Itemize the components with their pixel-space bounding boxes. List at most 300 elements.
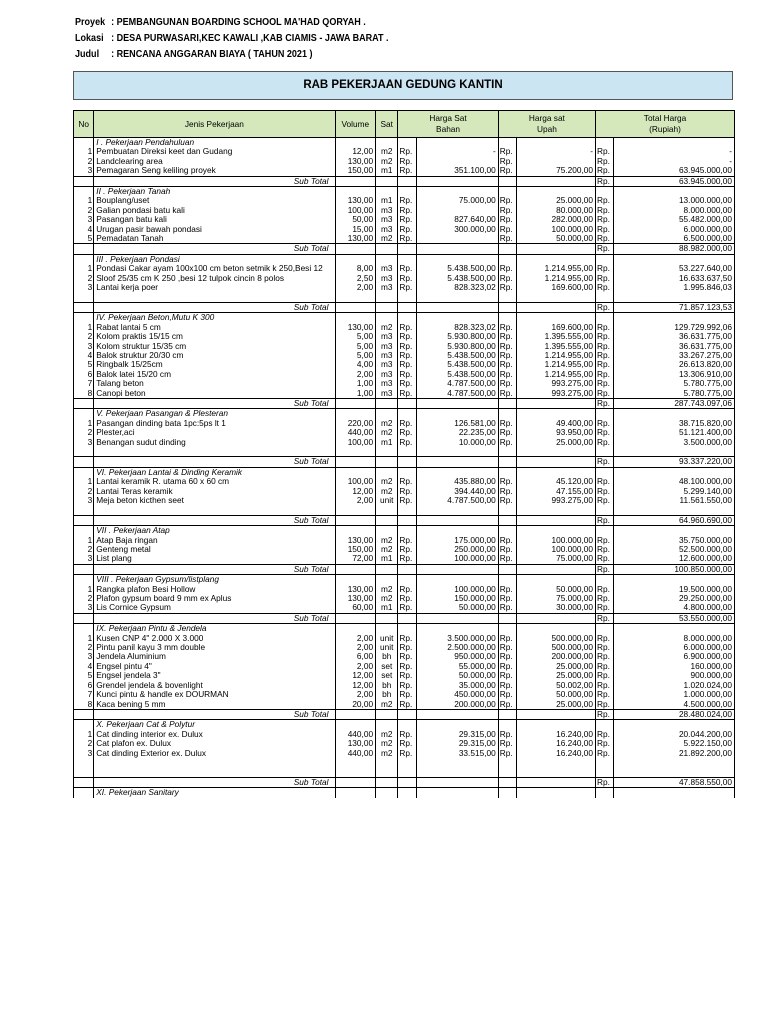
item-unit: m3 [376, 206, 398, 215]
item-unit: m2 [376, 545, 398, 554]
item-volume: 20,00 [335, 700, 376, 710]
rp-label: Rp. [398, 147, 416, 156]
empty-cell [516, 409, 595, 419]
subtotal-row [74, 176, 735, 186]
empty-cell [335, 575, 376, 585]
item-no: 1 [74, 419, 94, 428]
empty-cell [335, 777, 376, 787]
item-harga-bahan: 50.000,00 [416, 603, 498, 613]
rp-label: Rp. [498, 700, 516, 710]
rp-label: Rp. [596, 496, 614, 505]
item-total: 26.613.820,00 [614, 360, 735, 369]
table-row [74, 283, 735, 292]
rp-label: Rp. [498, 428, 516, 437]
rp-label: Rp. [398, 643, 416, 652]
rp-label: Rp. [398, 379, 416, 388]
empty-cell [516, 709, 595, 719]
subtotal-value: 88.982.000,00 [614, 244, 735, 254]
rp-label: Rp. [398, 332, 416, 341]
item-no: 4 [74, 225, 94, 234]
empty-cell [516, 613, 595, 623]
section-title: III . Pekerjaan Pondasi [94, 254, 335, 264]
item-unit: m2 [376, 147, 398, 156]
empty-cell [498, 467, 516, 477]
empty-cell [614, 720, 735, 730]
empty-cell [614, 624, 735, 634]
no-cell [74, 467, 94, 477]
rp-label: Rp. [398, 662, 416, 671]
item-total: 1.020.024,00 [614, 681, 735, 690]
rp-label: Rp. [398, 681, 416, 690]
no-cell [74, 720, 94, 730]
item-total: 55.482.000,00 [614, 215, 735, 224]
item-volume: 130,00 [335, 585, 376, 594]
table-row [74, 496, 735, 505]
item-total: 16.633.637,50 [614, 274, 735, 283]
no-cell [74, 187, 94, 197]
subtotal-value: 71.857.123,53 [614, 302, 735, 312]
rp-label: Rp. [498, 389, 516, 399]
empty-cell [498, 398, 516, 408]
item-name: Bouplang/uset [94, 196, 335, 205]
rp-label: Rp. [596, 671, 614, 680]
item-volume: 130,00 [335, 323, 376, 332]
item-total: 1.000.000,00 [614, 690, 735, 699]
item-no: 1 [74, 477, 94, 486]
empty-cell [614, 526, 735, 536]
item-total: 6.900.000,00 [614, 652, 735, 661]
rp-label: Rp. [596, 457, 614, 467]
item-name: Ringbalk 15/25cm [94, 360, 335, 369]
item-no: 4 [74, 351, 94, 360]
item-unit: m2 [376, 477, 398, 486]
rp-label: Rp. [596, 176, 614, 186]
subtotal-label: Sub Total [94, 709, 335, 719]
rp-label: Rp. [596, 536, 614, 545]
empty-cell [498, 709, 516, 719]
item-harga-bahan: 3.500.000,00 [416, 634, 498, 643]
section-title: II . Pekerjaan Tanah [94, 187, 335, 197]
item-unit: m1 [376, 166, 398, 176]
rp-label: Rp. [596, 652, 614, 661]
empty-cell [498, 720, 516, 730]
item-no: 3 [74, 215, 94, 224]
item-total: 36.631.775,00 [614, 342, 735, 351]
rp-label: Rp. [398, 496, 416, 505]
item-harga-bahan: 175.000,00 [416, 536, 498, 545]
rp-label: Rp. [398, 196, 416, 205]
no-cell [74, 138, 94, 148]
subtotal-label: Sub Total [94, 613, 335, 623]
empty-cell [516, 313, 595, 323]
empty-cell [498, 138, 516, 148]
item-volume: 2,50 [335, 274, 376, 283]
empty-cell [376, 613, 398, 623]
item-harga-bahan: 75.000,00 [416, 196, 498, 205]
item-harga-bahan: 5.438.500,00 [416, 264, 498, 273]
rp-label: Rp. [596, 323, 614, 332]
rp-label: Rp. [498, 652, 516, 661]
empty-cell [596, 467, 614, 477]
table-header-row [74, 111, 735, 138]
item-unit: m2 [376, 730, 398, 739]
empty-cell [614, 447, 735, 457]
item-unit: m1 [376, 603, 398, 613]
item-total: 13.000.000,00 [614, 196, 735, 205]
item-harga-upah: 75.000,00 [516, 554, 595, 564]
rp-label: Rp. [498, 166, 516, 176]
item-harga-bahan: 828.323,02 [416, 283, 498, 292]
empty-cell [74, 767, 94, 777]
rp-label: Rp. [596, 225, 614, 234]
empty-cell [516, 457, 595, 467]
item-no: 3 [74, 749, 94, 758]
item-total: 11.561.550,00 [614, 496, 735, 505]
empty-cell [335, 709, 376, 719]
empty-cell [498, 758, 516, 767]
table-row [74, 147, 735, 156]
item-total: 48.100.000,00 [614, 477, 735, 486]
item-total: 38.715.820,00 [614, 419, 735, 428]
empty-cell [74, 447, 94, 457]
empty-cell [498, 777, 516, 787]
subtotal-label: Sub Total [94, 515, 335, 525]
item-no: 3 [74, 438, 94, 447]
rp-label: Rp. [398, 274, 416, 283]
item-no: 4 [74, 662, 94, 671]
rp-label: Rp. [498, 379, 516, 388]
rp-label: Rp. [596, 564, 614, 574]
empty-cell [596, 313, 614, 323]
item-volume: 440,00 [335, 428, 376, 437]
subtotal-row [74, 515, 735, 525]
table-row [74, 545, 735, 554]
item-total: 51.121.400,00 [614, 428, 735, 437]
item-volume: 2,00 [335, 370, 376, 379]
item-volume: 4,00 [335, 360, 376, 369]
item-harga-bahan: 394.440,00 [416, 487, 498, 496]
empty-cell [416, 398, 498, 408]
empty-cell [516, 720, 595, 730]
empty-cell [335, 244, 376, 254]
rp-label: Rp. [398, 690, 416, 699]
rp-label: Rp. [498, 332, 516, 341]
item-total: 5.299.140,00 [614, 487, 735, 496]
item-harga-upah: 50.000,00 [516, 234, 595, 244]
item-total: 1.995.846,03 [614, 283, 735, 292]
item-no: 2 [74, 157, 94, 166]
item-harga-upah: 169.600,00 [516, 323, 595, 332]
table-row [74, 215, 735, 224]
table-row [74, 730, 735, 739]
item-name: Rabat lantai 5 cm [94, 323, 335, 332]
no-cell [74, 788, 94, 798]
empty-cell [498, 624, 516, 634]
item-name: Rangka plafon Besi Hollow [94, 585, 335, 594]
item-harga-bahan: 10.000,00 [416, 438, 498, 447]
rp-label: Rp. [398, 234, 416, 244]
empty-cell [94, 293, 335, 303]
rp-label: Rp. [398, 419, 416, 428]
item-harga-bahan [416, 157, 498, 166]
subtotal-label: Sub Total [94, 777, 335, 787]
col-header-jenis: Jenis Pekerjaan [94, 111, 335, 138]
rp-label: Rp. [398, 554, 416, 564]
empty-cell [74, 758, 94, 767]
empty-cell [614, 767, 735, 777]
table-row [74, 342, 735, 351]
item-harga-bahan: 950.000,00 [416, 652, 498, 661]
table-row [74, 749, 735, 758]
empty-cell [398, 176, 416, 186]
empty-cell [416, 515, 498, 525]
rp-label: Rp. [596, 379, 614, 388]
table-row [74, 264, 735, 273]
rp-label: Rp. [398, 536, 416, 545]
rp-label: Rp. [498, 438, 516, 447]
rp-label: Rp. [596, 398, 614, 408]
item-name: Cat plafon ex. Dulux [94, 739, 335, 748]
empty-cell [335, 447, 376, 457]
empty-cell [376, 176, 398, 186]
item-total: 8.000.000,00 [614, 206, 735, 215]
empty-cell [416, 526, 498, 536]
section-title: I . Pekerjaan Pendahuluan [94, 138, 335, 148]
empty-cell [498, 767, 516, 777]
section-title-row [74, 187, 735, 197]
col-header-total-1: Total Harga [643, 113, 687, 123]
empty-cell [516, 758, 595, 767]
section-title-row [74, 575, 735, 585]
item-harga-bahan: 100.000,00 [416, 554, 498, 564]
empty-cell [416, 138, 498, 148]
table-row [74, 603, 735, 613]
item-unit: set [376, 671, 398, 680]
rp-label: Rp. [596, 739, 614, 748]
item-name: Pasangan batu kali [94, 215, 335, 224]
empty-cell [516, 624, 595, 634]
subtotal-label: Sub Total [94, 176, 335, 186]
rp-label: Rp. [398, 342, 416, 351]
subtotal-label: Sub Total [94, 302, 335, 312]
rp-label: Rp. [498, 264, 516, 273]
empty-cell [398, 613, 416, 623]
col-header-no: No [74, 111, 94, 138]
item-name: Benangan sudut dinding [94, 438, 335, 447]
item-harga-upah: 200.000,00 [516, 652, 595, 661]
empty-cell [516, 302, 595, 312]
item-no: 2 [74, 739, 94, 748]
empty-cell [398, 515, 416, 525]
empty-cell [376, 138, 398, 148]
item-name: Lantai kerja poer [94, 283, 335, 292]
rp-label: Rp. [596, 234, 614, 244]
table-row [74, 438, 735, 447]
item-harga-bahan: 55.000,00 [416, 662, 498, 671]
rp-label: Rp. [398, 603, 416, 613]
item-harga-bahan: 351.100,00 [416, 166, 498, 176]
empty-cell [516, 398, 595, 408]
empty-cell [398, 302, 416, 312]
empty-cell [498, 176, 516, 186]
empty-cell [596, 187, 614, 197]
item-harga-bahan: 29.315,00 [416, 730, 498, 739]
item-no: 3 [74, 166, 94, 176]
empty-cell [596, 526, 614, 536]
item-harga-upah: 75.000,00 [516, 594, 595, 603]
rp-label: Rp. [596, 585, 614, 594]
item-volume: 5,00 [335, 342, 376, 351]
empty-cell [398, 720, 416, 730]
table-row [74, 225, 735, 234]
item-unit: m3 [376, 225, 398, 234]
empty-cell [74, 398, 94, 408]
subtotal-row [74, 302, 735, 312]
empty-cell [516, 564, 595, 574]
empty-cell [376, 720, 398, 730]
item-unit: unit [376, 496, 398, 505]
rp-label: Rp. [398, 438, 416, 447]
table-row [74, 652, 735, 661]
item-no: 5 [74, 360, 94, 369]
item-harga-bahan: 5.438.500,00 [416, 360, 498, 369]
empty-cell [416, 447, 498, 457]
empty-cell [416, 564, 498, 574]
item-name: Jendela Aluminium [94, 652, 335, 661]
rp-label: Rp. [498, 603, 516, 613]
rp-label: Rp. [596, 274, 614, 283]
empty-cell [74, 515, 94, 525]
empty-cell [416, 758, 498, 767]
item-unit: m3 [376, 370, 398, 379]
item-unit: m3 [376, 264, 398, 273]
rp-label: Rp. [498, 681, 516, 690]
rp-label: Rp. [596, 438, 614, 447]
rp-label: Rp. [498, 234, 516, 244]
item-no: 1 [74, 196, 94, 205]
empty-cell [398, 138, 416, 148]
col-header-bahan-1: Harga Sat [429, 113, 467, 123]
empty-cell [498, 293, 516, 303]
empty-cell [416, 254, 498, 264]
empty-cell [416, 467, 498, 477]
item-no: 1 [74, 634, 94, 643]
rp-label: Rp. [398, 428, 416, 437]
item-no: 2 [74, 594, 94, 603]
item-name: Grendel jendela & bovenlight [94, 681, 335, 690]
item-unit: m1 [376, 196, 398, 205]
empty-cell [596, 624, 614, 634]
item-name: Landclearing area [94, 157, 335, 166]
item-harga-upah: 1.214.955,00 [516, 370, 595, 379]
section-title-row [74, 313, 735, 323]
empty-cell [376, 575, 398, 585]
empty-cell [74, 244, 94, 254]
empty-cell [376, 467, 398, 477]
empty-cell [335, 293, 376, 303]
item-volume: 1,00 [335, 379, 376, 388]
rp-label: Rp. [596, 215, 614, 224]
rp-label: Rp. [596, 545, 614, 554]
empty-cell [416, 777, 498, 787]
empty-cell [335, 505, 376, 515]
empty-cell [376, 254, 398, 264]
item-total: - [614, 147, 735, 156]
item-unit: m2 [376, 585, 398, 594]
item-volume: 1,00 [335, 389, 376, 399]
table-row [74, 389, 735, 399]
item-volume: 15,00 [335, 225, 376, 234]
empty-cell [376, 447, 398, 457]
item-total: 52.500.000,00 [614, 545, 735, 554]
item-volume: 150,00 [335, 166, 376, 176]
table-row [74, 157, 735, 166]
empty-cell [596, 409, 614, 419]
table-row [74, 196, 735, 205]
rp-label: Rp. [596, 332, 614, 341]
empty-cell [398, 457, 416, 467]
table-body [74, 138, 735, 798]
item-total: 6.500.000,00 [614, 234, 735, 244]
empty-cell [74, 613, 94, 623]
item-total: 3.500.000,00 [614, 438, 735, 447]
empty-cell [416, 313, 498, 323]
table-row [74, 274, 735, 283]
item-harga-upah: 50.000,00 [516, 585, 595, 594]
item-name: Cat dinding Exterior ex. Dulux [94, 749, 335, 758]
item-volume: 2,00 [335, 662, 376, 671]
empty-cell [376, 505, 398, 515]
item-harga-upah: 169.600,00 [516, 283, 595, 292]
col-header-upah [498, 111, 595, 138]
rp-label: Rp. [398, 634, 416, 643]
rp-label: Rp. [596, 709, 614, 719]
empty-cell [498, 788, 516, 798]
empty-cell [398, 187, 416, 197]
section-title-row [74, 720, 735, 730]
item-total: 5.780.775,00 [614, 379, 735, 388]
item-unit: m3 [376, 274, 398, 283]
item-no: 3 [74, 652, 94, 661]
item-harga-upah: 100.000,00 [516, 536, 595, 545]
item-volume: 50,00 [335, 215, 376, 224]
empty-cell [416, 624, 498, 634]
empty-cell [516, 293, 595, 303]
empty-cell [596, 720, 614, 730]
item-volume: 100,00 [335, 206, 376, 215]
rp-label: Rp. [498, 749, 516, 758]
judul-line [75, 46, 389, 62]
rp-label: Rp. [596, 690, 614, 699]
empty-cell [376, 788, 398, 798]
item-harga-upah: 500.000,00 [516, 634, 595, 643]
item-total: 6.000.000,00 [614, 643, 735, 652]
item-volume: 100,00 [335, 477, 376, 486]
subtotal-row [74, 709, 735, 719]
empty-cell [614, 505, 735, 515]
rp-label: Rp. [596, 730, 614, 739]
subtotal-row [74, 457, 735, 467]
table-row [74, 419, 735, 428]
section-title: VII . Pekerjaan Atap [94, 526, 335, 536]
empty-cell [596, 758, 614, 767]
empty-cell [516, 254, 595, 264]
item-no: 3 [74, 283, 94, 292]
item-no: 7 [74, 379, 94, 388]
rp-label: Rp. [398, 671, 416, 680]
item-name: Talang beton [94, 379, 335, 388]
empty-cell [398, 758, 416, 767]
